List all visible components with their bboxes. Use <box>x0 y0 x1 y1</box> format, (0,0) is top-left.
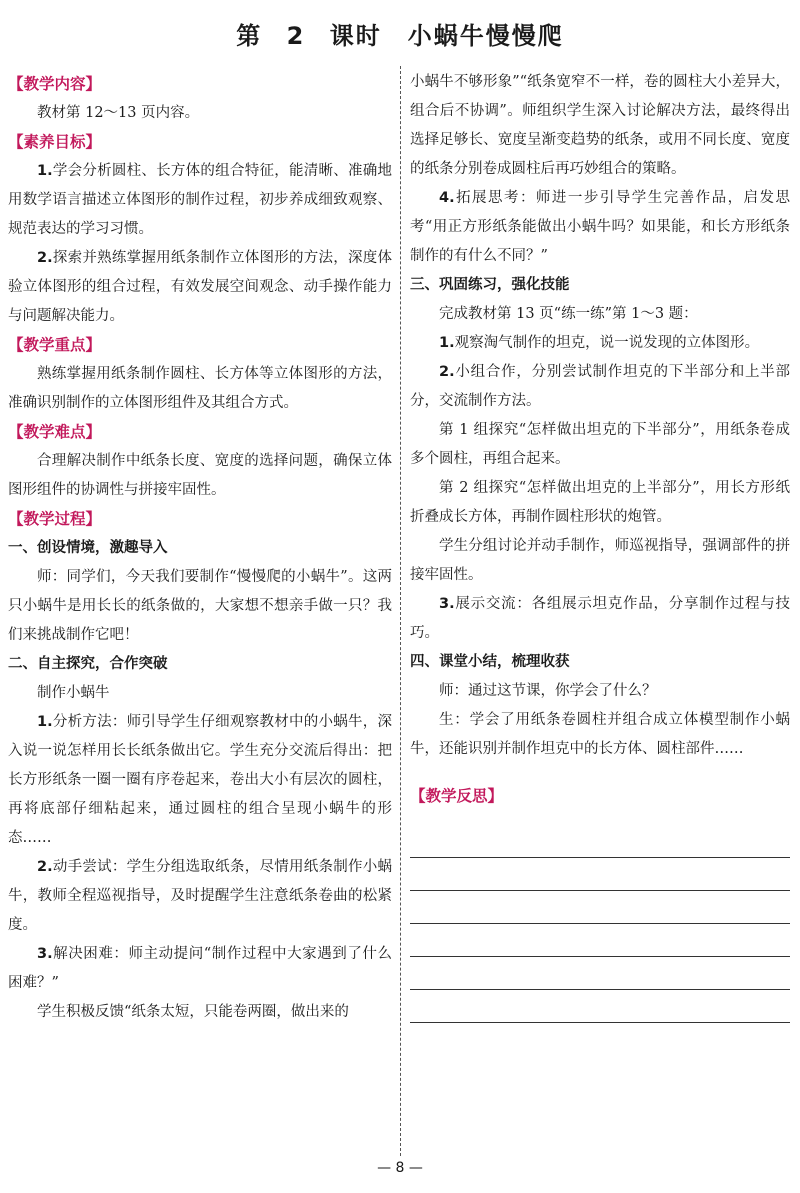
goal-1-text: 学会分析圆柱、长方体的组合特征，能清晰、准确地用数学语言描述立体图形的制作过程，初步养成细致观察、规范表达的学习习惯。 <box>8 163 392 237</box>
writing-line <box>410 924 790 957</box>
exercise-3-text: 展示交流：各组展示坦克作品，分享制作过程与技巧。 <box>410 596 790 641</box>
writing-line <box>410 825 790 858</box>
process-item-4-text: 拓展思考：师进一步引导学生完善作品，启发思考“用正方形纸条能做出小蜗牛吗？如果能，和长方形纸条制作的有什么不同？” <box>410 190 790 264</box>
heading-teaching-content: 【教学内容】 <box>8 75 102 93</box>
writing-line <box>410 858 790 891</box>
teaching-content-text: 教材第 12～13 页内容。 <box>37 105 200 121</box>
group-discussion-text: 学生分组讨论并动手制作，师巡视指导，强调部件的拼接牢固性。 <box>410 538 790 583</box>
exercise-2-text: 小组合作，分别尝试制作坦克的下半部分和上半部分，交流制作方法。 <box>410 364 790 409</box>
page-number: — 8 — <box>377 1160 423 1176</box>
writing-line <box>410 990 790 1023</box>
exercise-3 <box>410 590 790 648</box>
right-column <box>410 68 790 1023</box>
process-item-1-number: 1. <box>37 714 53 730</box>
exercise-2 <box>410 358 790 416</box>
heading-reflection: 【教学反思】 <box>410 787 504 805</box>
process-item-3 <box>8 940 392 998</box>
summary-student: 生：学会了用纸条卷圆柱并组合成立体模型制作小蜗牛，还能识别并制作坦克中的长方体、圆柱部件…… <box>410 712 790 757</box>
page-title: 第 2 课时 小蜗牛慢慢爬 <box>236 22 564 50</box>
goal-1-number: 1. <box>37 163 53 179</box>
step-3-intro: 完成教材第 13 页“练一练”第 1～3 题： <box>439 306 698 322</box>
step-2-heading: 二、自主探究，合作突破 <box>8 656 168 672</box>
process-item-2-number: 2. <box>37 859 53 875</box>
goal-2-number: 2. <box>37 250 53 266</box>
process-item-3-number: 3. <box>37 946 53 962</box>
left-column <box>8 70 392 1027</box>
step-3-heading: 三、巩固练习，强化技能 <box>410 277 570 293</box>
column-divider <box>400 66 401 1156</box>
difficulties-text: 合理解决制作中纸条长度、宽度的选择问题，确保立体图形组件的协调性与拼接牢固性。 <box>8 453 392 498</box>
step-4-heading: 四、课堂小结，梳理收获 <box>410 654 570 670</box>
student-feedback-continued: 小蜗牛不够形象”“纸条宽窄不一样，卷的圆柱大小差异大，组合后不协调”。师组织学生深入讨论解决方法，最终得出选择足够长、宽度呈渐变趋势的纸条，或用不同长度、宽度的纸条分别卷成圆柱后再巧妙组合的策略。 <box>410 74 790 177</box>
goal-2-text: 探索并熟练掌握用纸条制作立体图形的方法，深度体验立体图形的组合过程，有效发展空间观念、动手操作能力与问题解决能力。 <box>8 250 392 324</box>
exercise-1-text: 观察淘气制作的坦克，说一说发现的立体图形。 <box>454 335 760 351</box>
exercise-1-number: 1. <box>439 335 455 351</box>
exercise-2-number: 2. <box>439 364 455 380</box>
goal-2 <box>8 244 392 331</box>
writing-line <box>410 957 790 990</box>
goal-1 <box>8 157 392 244</box>
group-2-text: 第 2 组探究“怎样做出坦克的上半部分”，用长方形纸折叠成长方体，再制作圆柱形状的炮管。 <box>410 480 790 525</box>
step-2-subtitle: 制作小蜗牛 <box>37 685 110 701</box>
process-item-1-text: 分析方法：师引导学生仔细观察教材中的小蜗牛，深入说一说怎样用长长纸条做出它。学生充分交流后得出：把长方形纸条一圈一圈有序卷起来，卷出大小有层次的圆柱，再将底部仔细粘起来，通过圆柱的组合呈现小蜗牛的形态…… <box>8 714 392 846</box>
exercise-3-number: 3. <box>439 596 455 612</box>
process-item-2-text: 动手尝试：学生分组选取纸条，尽情用纸条制作小蜗牛，教师全程巡视指导，及时提醒学生注意纸条卷曲的松紧度。 <box>8 859 392 933</box>
step-1-text: 师：同学们，今天我们要制作“慢慢爬的小蜗牛”。这两只小蜗牛是用长长的纸条做的，大家想不想亲手做一只？我们来挑战制作它吧！ <box>8 569 392 643</box>
student-feedback-start: 学生积极反馈“纸条太短，只能卷两圈，做出来的 <box>37 1004 349 1020</box>
process-item-2 <box>8 853 392 940</box>
process-item-4 <box>410 184 790 271</box>
key-points-text: 熟练掌握用纸条制作圆柱、长方体等立体图形的方法，准确识别制作的立体图形组件及其组合方式。 <box>8 366 392 411</box>
heading-goals: 【素养目标】 <box>8 133 102 151</box>
summary-teacher: 师：通过这节课，你学会了什么？ <box>439 683 657 699</box>
exercise-1 <box>410 329 790 358</box>
writing-line <box>410 891 790 924</box>
heading-process: 【教学过程】 <box>8 510 102 528</box>
process-item-3-text: 解决困难：师主动提问“制作过程中大家遇到了什么困难？” <box>8 946 392 991</box>
group-1-text: 第 1 组探究“怎样做出坦克的下半部分”，用纸条卷成多个圆柱，再组合起来。 <box>410 422 790 467</box>
process-item-1 <box>8 708 392 853</box>
reflection-writing-area <box>410 825 790 1023</box>
process-item-4-number: 4. <box>439 190 455 206</box>
heading-difficulties: 【教学难点】 <box>8 423 102 441</box>
step-1-heading: 一、创设情境，激趣导入 <box>8 540 168 556</box>
heading-key-points: 【教学重点】 <box>8 336 102 354</box>
